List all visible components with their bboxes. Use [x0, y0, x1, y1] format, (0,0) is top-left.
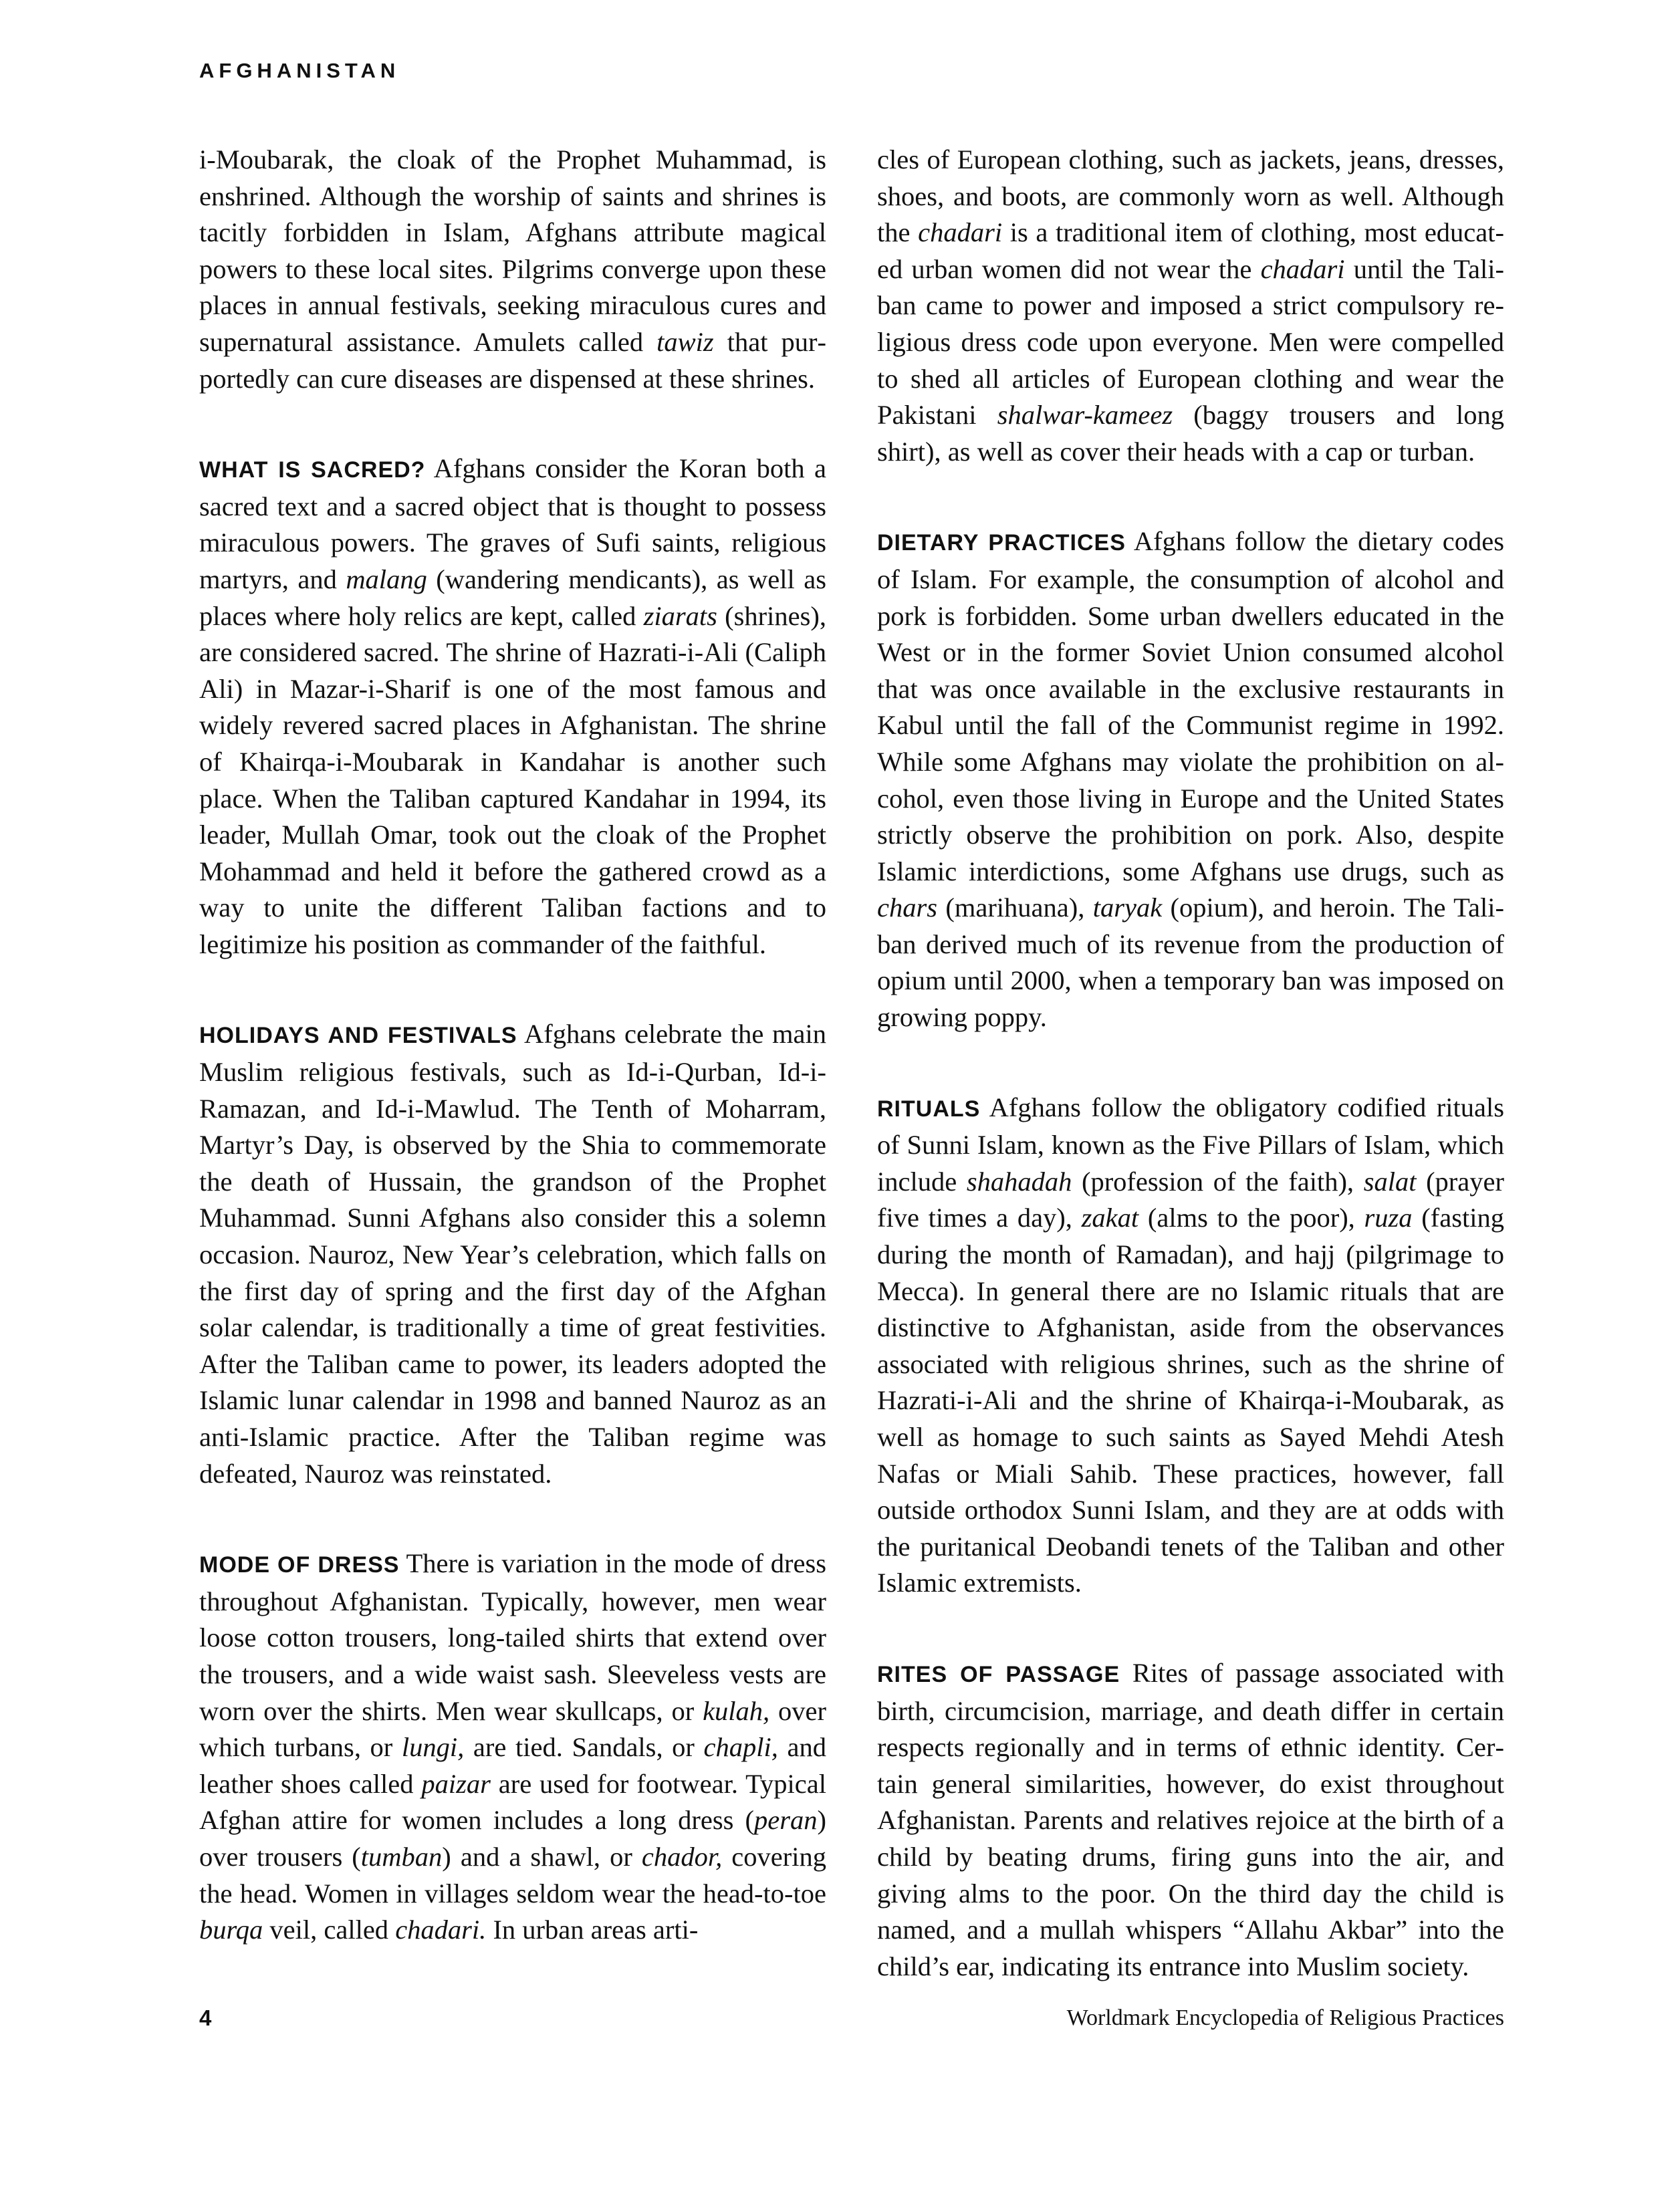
- section-dietary-practices: DIETARY PRACTICES Afghans follow the dietary codes of Islam. For example, the consumption of alcohol and pork is forbidden. Some urban dwellers educated in the West or in the former Soviet Union consumed alcohol that was once available in the exclusive restaurants in Kabul until the fall of the Communist regime in 1992. While some Afghans may violate the prohibition on alcohol, even those living in Europe and the United States strictly observe the prohibition on pork. Also, despite Islamic interdictions, some Afghans use drugs, such as chars (marihuana), taryak (opium), and heroin. The Taliban derived much of its revenue from the production of opium until 2000, when a temporary ban was imposed on growing poppy.: [877, 526, 1504, 1033]
- right-column: [877, 142, 1504, 1985]
- section-heading: MODE OF DRESS: [199, 1552, 400, 1578]
- page-number: 4: [199, 2005, 212, 2030]
- section-heading: HOLIDAYS AND FESTIVALS: [199, 1023, 517, 1049]
- section-what-is-sacred: WHAT IS SACRED? Afghans consider the Koran both a sacred text and a sacred object that is thought to possess miraculous powers. The graves of Sufi saints, religious martyrs, and malang (wandering mendicants), as well as places where holy relics are kept, called ziarats (shrines), are considered sacred. The shrine of Hazrati-i-Ali (Caliph Ali) in Mazar-i-Sharif is one of the most famous and widely revered sacred places in Afghanistan. The shrine of Khairqa-i-Moubarak in Kandahar is another such place. When the Taliban captured Kandahar in 1994, its leader, Mullah Omar, took out the cloak of the Prophet Mohammad and held it before the gathered crowd as a way to unite the different Taliban factions and to legitimize his position as commander of the faithful.: [199, 453, 826, 959]
- section-mode-of-dress: MODE OF DRESS There is variation in the mode of dress throughout Afghanistan. Typically, however, men wear loose cotton trousers, long-tailed shirts that extend over the trousers, and a wide waist sash. Sleeveless vests are worn over the shirts. Men wear skullcaps, or kulah, over which turbans, or lungi, are tied. Sandals, or chapli, and leather shoes called paizar are used for footwear. Typical Afghan attire for women includes a long dress (peran) over trousers (tumban) and a shawl, or chador, covering the head. Women in villages seldom wear the head-to-toe burqa veil, called chadari. In urban areas arti-: [199, 1548, 827, 1945]
- section-holidays-and-festivals: HOLIDAYS AND FESTIVALS Afghans celebrate the main Muslim religious festivals, such as Id-i-Qurban, Id-i-Ramazan, and Id-i-Mawlud. The Tenth of Moharram, Martyr’s Day, is observed by the Shia to commemorate the death of Hussain, the grandson of the Prophet Muhammad. Sunni Afghans also consider this a solemn occasion. Nauroz, New Year’s celebration, which falls on the first day of spring and the first day of the Afghan solar calendar, is traditionally a time of great festivities. After the Taliban came to power, its leaders adopted the Islamic lunar calendar in 1998 and banned Nauroz as an anti-Islamic practice. After the Taliban regime was defeated, Nauroz was reinstated.: [199, 1019, 826, 1489]
- section-heading: WHAT IS SACRED?: [199, 457, 426, 483]
- paragraph-shrines-continued: i-Moubarak, the cloak of the Prophet Muhammad, is enshrined. Although the worship of saints and shrines is tacitly forbidden in Islam, Afghans attribute magical powers to these local sites. Pilgrims converge upon these places in annual festivals, seeking miraculous cures and supernatural assistance. Amulets called tawiz that purportedly can cure diseases are dispensed at these shrines.: [199, 144, 826, 394]
- book-title: Worldmark Encyclopedia of Religious Practices: [1066, 2005, 1504, 2030]
- section-heading: RITUALS: [877, 1096, 981, 1122]
- section-heading: RITES OF PASSAGE: [877, 1661, 1120, 1687]
- section-rituals: RITUALS Afghans follow the obligatory codified rituals of Sunni Islam, known as the Five Pillars of Islam, which include shahadah (profession of the faith), salat (prayer five times a day), zakat (alms to the poor), ruza (fasting during the month of Ramadan), and hajj (pilgrimage to Mecca). In general there are no Islamic rituals that are distinctive to Afghanistan, aside from the observances associated with religious shrines, such as the shrine of Hazrati-i-Ali and the shrine of Khairqa-i-Moubarak, as well as homage to such saints as Sayed Mehdi Atesh Nafas or Miali Sahib. These practices, however, fall outside orthodox Sunni Islam, and they are at odds with the puritanical Deobandi tenets of the Taliban and other Islamic extremists.: [877, 1092, 1504, 1598]
- left-column: [199, 142, 826, 1949]
- section-rites-of-passage: RITES OF PASSAGE Rites of passage associated with birth, circumcision, marriage, and death differ in certain respects regionally and in terms of ethnic identity. Certain general similarities, however, do exist throughout Afghanistan. Parents and relatives rejoice at the birth of a child by beating drums, firing guns into the air, and giving alms to the poor. On the third day the child is named, and a mullah whispers “Allahu Akbar” into the child’s ear, indicating its entrance into Muslim society.: [877, 1657, 1504, 1981]
- section-heading: DIETARY PRACTICES: [877, 530, 1126, 556]
- paragraph-dress-continued: cles of European clothing, such as jackets, jeans, dresses, shoes, and boots, are commonly worn as well. Although the chadari is a traditional item of clothing, most educated urban women did not wear the chadari until the Taliban came to power and imposed a strict compulsory religious dress code upon everyone. Men were compelled to shed all articles of European clothing and wear the Pakistani shalwar-kameez (baggy trousers and long shirt), as well as cover their heads with a cap or turban.: [877, 144, 1505, 467]
- running-head: AFGHANISTAN: [199, 59, 400, 82]
